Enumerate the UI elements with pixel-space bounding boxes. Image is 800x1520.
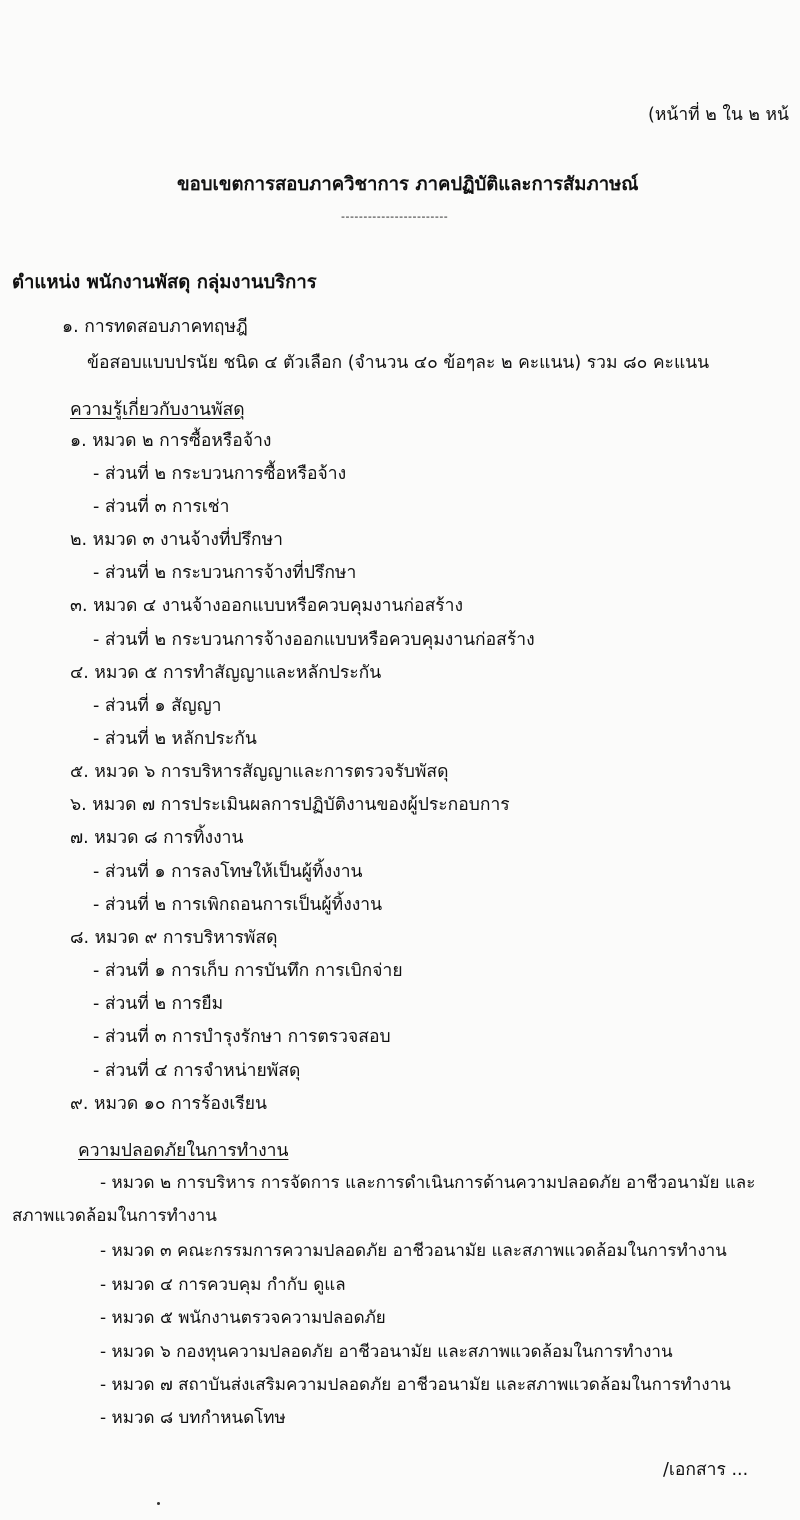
safety-line: - หมวด ๗ สถาบันส่งเสริมความปลอดภัย อาชีวอนามัย และสภาพแวดล้อมในการทำงาน [100, 1375, 731, 1395]
supply-line: ๓. หมวด ๔ งานจ้างออกแบบหรือควบคุมงานก่อสร้าง [70, 596, 464, 616]
supply-line: - ส่วนที่ ๒ หลักประกัน [93, 729, 257, 749]
supply-heading: ความรู้เกี่ยวกับงานพัสดุ [70, 400, 245, 420]
supply-line: ๘. หมวด ๙ การบริหารพัสดุ [70, 928, 278, 948]
supply-line: - ส่วนที่ ๓ การบำรุงรักษา การตรวจสอบ [93, 1027, 391, 1047]
supply-line: ๔. หมวด ๕ การทำสัญญาและหลักประกัน [70, 663, 382, 683]
supply-line: - ส่วนที่ ๑ การลงโทษให้เป็นผู้ทิ้งงาน [93, 862, 363, 882]
supply-line: - ส่วนที่ ๔ การจำหน่ายพัสดุ [93, 1061, 301, 1081]
page-title: ขอบเขตการสอบภาควิชาการ ภาคปฏิบัติและการสัมภาษณ์ [177, 174, 639, 195]
page-number: (หน้าที่ ๒ ใน ๒ หน้ [648, 105, 790, 125]
supply-line: ๒. หมวด ๓ งานจ้างที่ปรึกษา [70, 530, 283, 550]
supply-line: ๙. หมวด ๑๐ การร้องเรียน [70, 1094, 267, 1114]
position-heading: ตำแหน่ง พนักงานพัสดุ กลุ่มงานบริการ [12, 272, 317, 293]
supply-line: - ส่วนที่ ๒ กระบวนการซื้อหรือจ้าง [93, 464, 347, 484]
safety-line: - หมวด ๘ บทกำหนดโทษ [100, 1408, 286, 1428]
safety-line: - หมวด ๓ คณะกรรมการความปลอดภัย อาชีวอนามัย และสภาพแวดล้อมในการทำงาน [100, 1241, 727, 1261]
title-rule: ------------------------ [341, 210, 449, 223]
supply-line: - ส่วนที่ ๒ กระบวนการจ้างออกแบบหรือควบคุมงานก่อสร้าง [93, 630, 535, 650]
safety-heading: ความปลอดภัยในการทำงาน [78, 1141, 289, 1161]
safety-line: - หมวด ๒ การบริหาร การจัดการ และการดำเนินการด้านความปลอดภัย อาชีวอนามัย และ [100, 1173, 756, 1193]
supply-line: ๑. หมวด ๒ การซื้อหรือจ้าง [70, 431, 272, 451]
safety-line: - หมวด ๖ กองทุนความปลอดภัย อาชีวอนามัย และสภาพแวดล้อมในการทำงาน [100, 1342, 673, 1362]
supply-line: - ส่วนที่ ๒ การเพิกถอนการเป็นผู้ทิ้งงาน [93, 895, 383, 915]
theory-description: ข้อสอบแบบปรนัย ชนิด ๔ ตัวเลือก (จำนวน ๔๐ ข้อๆละ ๒ คะแนน) รวม ๘๐ คะแนน [87, 353, 710, 373]
theory-heading: ๑. การทดสอบภาคทฤษฎี [62, 317, 248, 337]
continuation-marker: /เอกสาร ... [663, 1460, 749, 1480]
supply-line: - ส่วนที่ ๒ การยืม [93, 994, 224, 1014]
supply-line: - ส่วนที่ ๑ สัญญา [93, 696, 222, 716]
supply-line: - ส่วนที่ ๒ กระบวนการจ้างที่ปรึกษา [93, 563, 357, 583]
supply-line: ๖. หมวด ๗ การประเมินผลการปฏิบัติงานของผู้ประกอบการ [70, 795, 510, 815]
safety-line: - หมวด ๕ พนักงานตรวจความปลอดภัย [100, 1308, 386, 1328]
safety-line: - หมวด ๔ การควบคุม กำกับ ดูแล [100, 1275, 346, 1295]
safety-line-continued: สภาพแวดล้อมในการทำงาน [12, 1206, 217, 1226]
supply-line: - ส่วนที่ ๓ การเช่า [93, 497, 230, 517]
supply-line: ๕. หมวด ๖ การบริหารสัญญาและการตรวจรับพัสดุ [70, 762, 449, 782]
supply-line: ๗. หมวด ๘ การทิ้งงาน [70, 828, 244, 848]
supply-line: - ส่วนที่ ๑ การเก็บ การบันทึก การเบิกจ่าย [93, 961, 403, 981]
scan-speck [157, 1502, 160, 1505]
